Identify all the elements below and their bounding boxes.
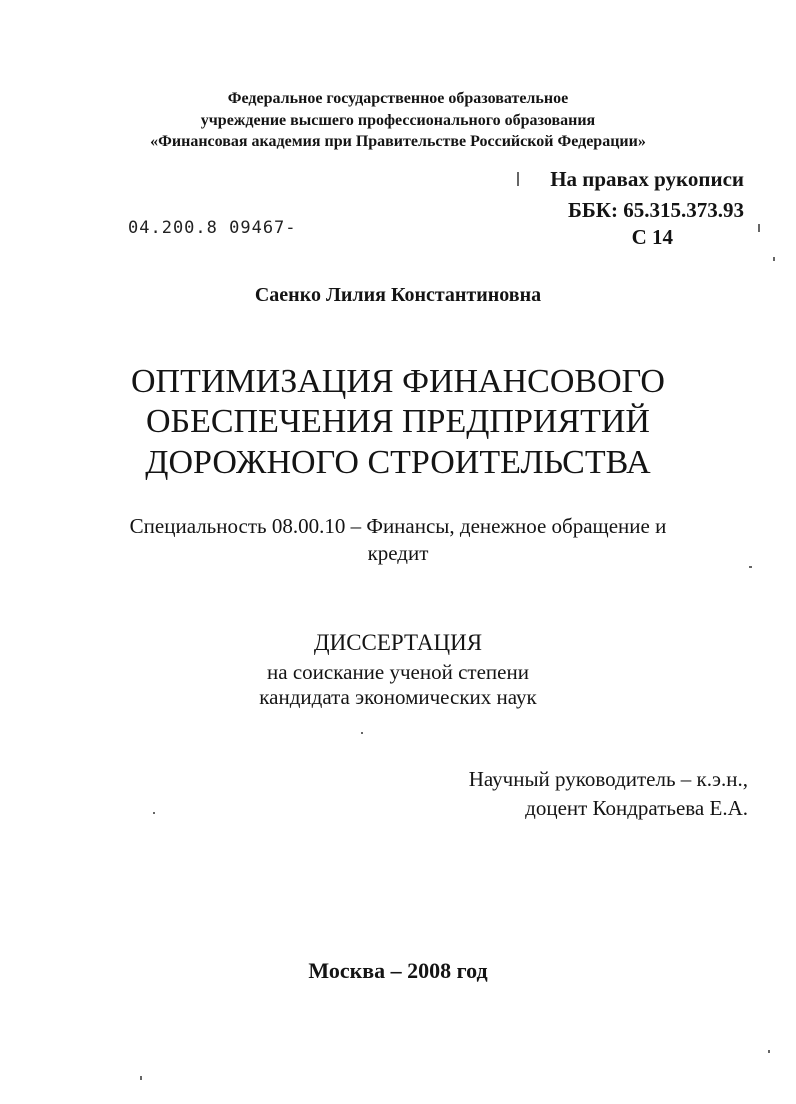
bbk-code: ББК: 65.315.373.93 [568,198,744,222]
scan-speck [749,566,752,568]
scan-speck [768,1050,770,1053]
scan-speck [773,257,775,261]
institution-line-1: Федеральное государственное образовательное [227,90,569,107]
manuscript-rights: На правах рукописи [550,167,744,191]
author-name: Саенко Лилия Константиновна [254,284,542,306]
classification-code: С 14 [631,225,673,249]
scan-speck [517,172,519,186]
degree-line-1: на соискание ученой степени [267,660,529,684]
scan-speck [140,1076,142,1080]
title-line-3: ДОРОЖНОГО СТРОИТЕЛЬСТВА [145,444,651,481]
supervisor-line-2: доцент Кондратьева Е.А. [525,796,748,820]
specialty-line-2: кредит [367,541,429,565]
degree-line-2: кандидата экономических наук [259,685,537,709]
institution-line-2: учреждение высшего профессионального образования [200,112,596,129]
title-line-1: ОПТИМИЗАЦИЯ ФИНАНСОВОГО [131,363,665,400]
specialty-line-1: Специальность 08.00.10 – Финансы, денежное обращение и [129,514,667,538]
institution-line-3: «Финансовая академия при Правительстве Российской Федерации» [150,133,646,150]
scan-speck [361,732,363,734]
registration-stamp-number: 04.200.8 09467- [128,218,297,238]
dissertation-heading: ДИССЕРТАЦИЯ [313,630,483,655]
scan-speck [153,812,155,814]
city-year: Москва – 2008 год [308,958,488,983]
scan-speck [758,224,760,232]
supervisor-line-1: Научный руководитель – к.э.н., [468,767,748,791]
title-line-2: ОБЕСПЕЧЕНИЯ ПРЕДПРИЯТИЙ [146,403,650,440]
